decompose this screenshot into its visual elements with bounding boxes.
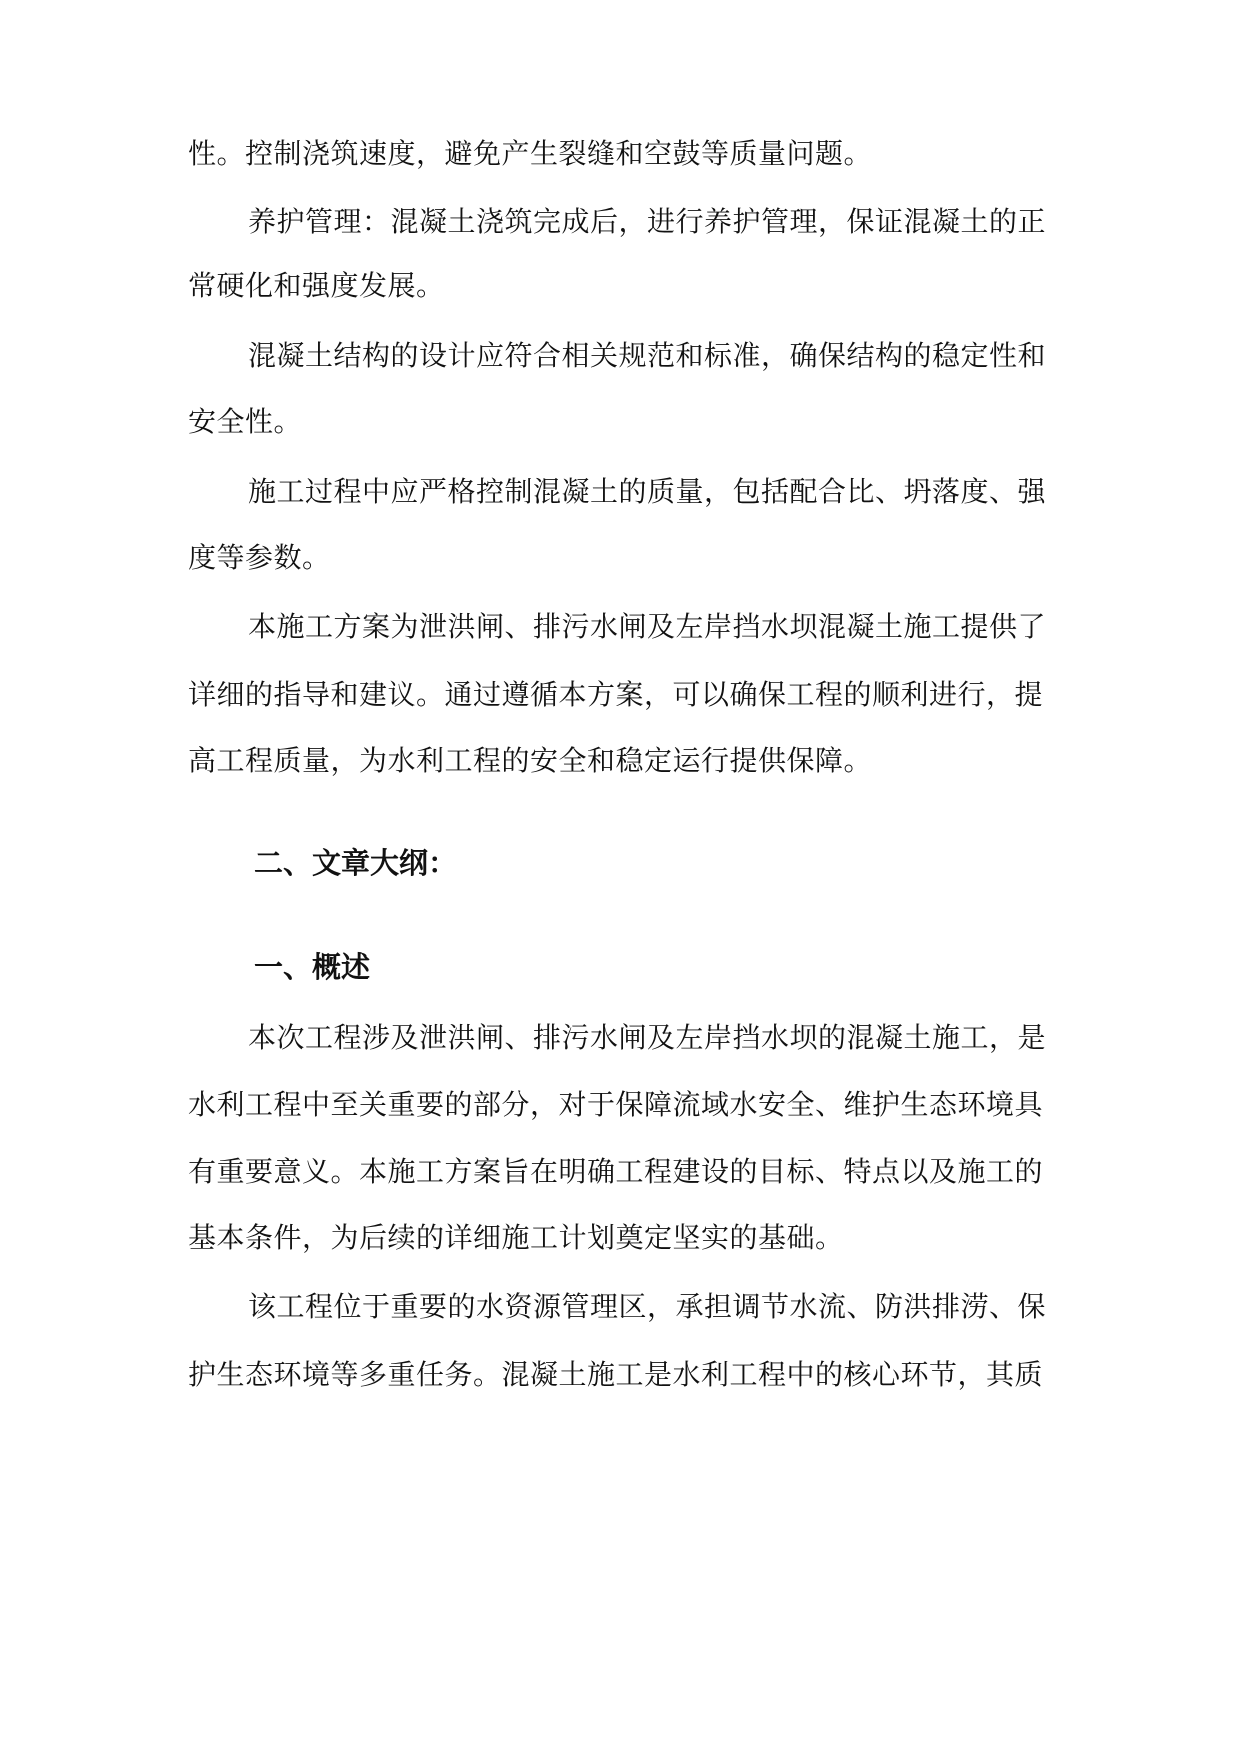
paragraph-line: 有重要意义。本施工方案旨在明确工程建设的目标、特点以及施工的 bbox=[188, 1155, 1044, 1188]
section-heading-outline: 二、文章大纲： bbox=[254, 846, 458, 880]
paragraph-line: 度等参数。 bbox=[188, 541, 331, 574]
paragraph-line: 常硬化和强度发展。 bbox=[188, 269, 445, 302]
paragraph-line: 混凝土结构的设计应符合相关规范和标准，确保结构的稳定性和 bbox=[248, 339, 1047, 372]
paragraph-line: 安全性。 bbox=[188, 405, 303, 438]
section-heading-overview: 一、概述 bbox=[254, 950, 371, 984]
paragraph-line: 水利工程中至关重要的部分，对于保障流域水安全、维护生态环境具 bbox=[188, 1088, 1044, 1121]
paragraph-line: 详细的指导和建议。通过遵循本方案，可以确保工程的顺利进行，提 bbox=[188, 678, 1044, 711]
paragraph-line: 该工程位于重要的水资源管理区，承担调节水流、防洪排涝、保 bbox=[248, 1290, 1047, 1323]
paragraph-line: 养护管理：混凝土浇筑完成后，进行养护管理，保证混凝土的正 bbox=[248, 205, 1047, 238]
paragraph-line: 性。控制浇筑速度，避免产生裂缝和空鼓等质量问题。 bbox=[188, 137, 873, 170]
paragraph-line: 护生态环境等多重任务。混凝土施工是水利工程中的核心环节，其质 bbox=[188, 1358, 1044, 1391]
paragraph-line: 本次工程涉及泄洪闸、排污水闸及左岸挡水坝的混凝土施工，是 bbox=[248, 1021, 1047, 1054]
paragraph-line: 高工程质量，为水利工程的安全和稳定运行提供保障。 bbox=[188, 744, 873, 777]
paragraph-line: 施工过程中应严格控制混凝土的质量，包括配合比、坍落度、强 bbox=[248, 475, 1047, 508]
paragraph-line: 基本条件，为后续的详细施工计划奠定坚实的基础。 bbox=[188, 1221, 844, 1254]
paragraph-line: 本施工方案为泄洪闸、排污水闸及左岸挡水坝混凝土施工提供了 bbox=[248, 610, 1047, 643]
